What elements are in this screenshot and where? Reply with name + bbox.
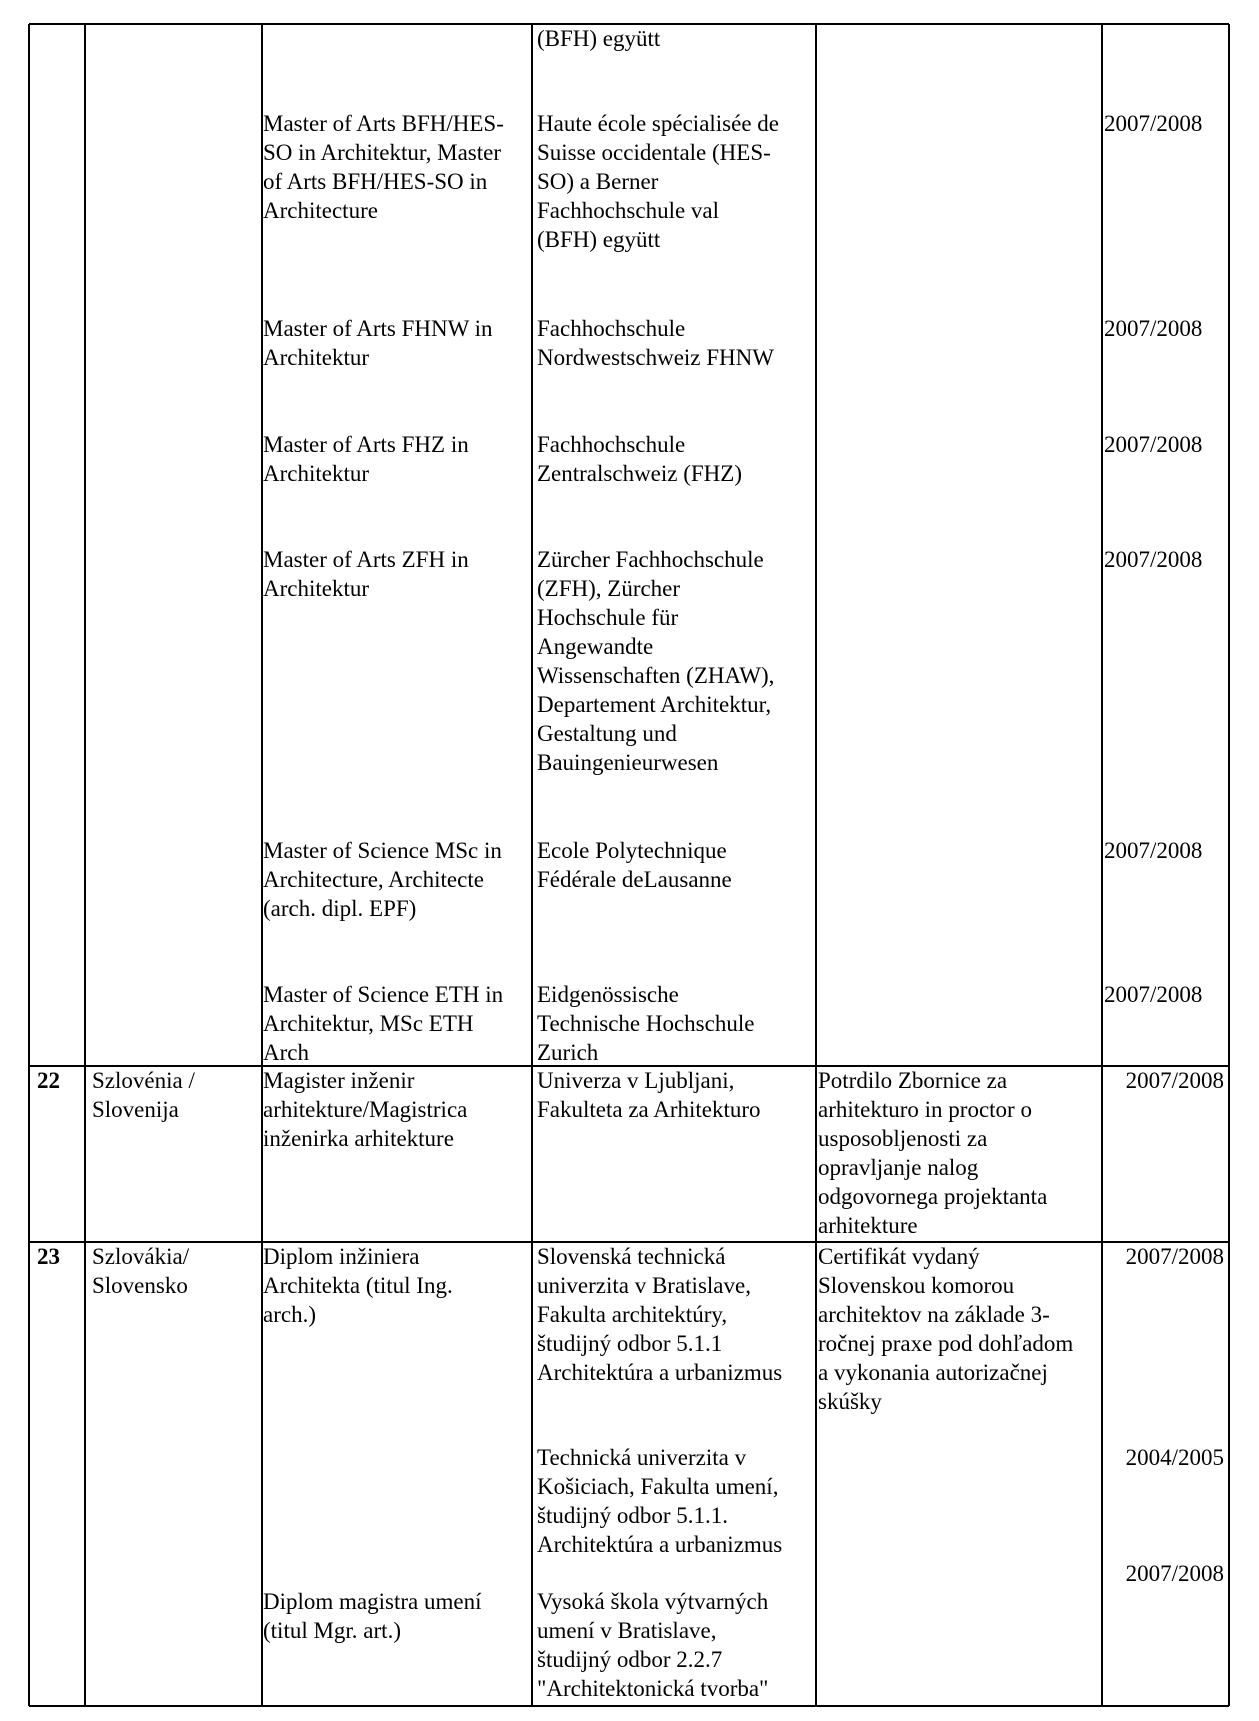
institution-cell: Slovenská technická univerzita v Bratislave, Fakulta architektúry, študijný odbor 5.1.1 Architektúra a urbanizmus: [537, 1244, 783, 1385]
institution-cell: Haute école spécialisée de Suisse occidentale (HES- SO) a Berner Fachhochschule val (BFH) együtt: [537, 111, 780, 252]
institution-cell: (BFH) együtt: [537, 26, 661, 51]
year-cell: 2004/2005: [1125, 1445, 1224, 1470]
institution-cell: Fachhochschule Zentralschweiz (FHZ): [537, 432, 743, 486]
year-cell: 2007/2008: [1104, 547, 1203, 572]
institution-cell: Technická univerzita v Košiciach, Fakulta umení, študijný odbor 5.1.1. Architektúra a urbanizmus: [537, 1445, 783, 1557]
diploma-cell: Master of Arts ZFH in Architektur: [263, 547, 469, 601]
institution-cell: Ecole Polytechnique Fédérale deLausanne: [537, 838, 732, 892]
year-cell: 2007/2008: [1125, 1244, 1224, 1269]
year-cell: 2007/2008: [1104, 316, 1203, 341]
year-cell: 2007/2008: [1104, 432, 1203, 457]
row-number: 22: [37, 1068, 60, 1093]
country-cell: Szlovénia / Slovenija: [92, 1068, 195, 1122]
institution-cell: Vysoká škola výtvarných umení v Bratislave, študijný odbor 2.2.7 "Architektonická tvorba": [537, 1589, 769, 1701]
year-cell: 2007/2008: [1125, 1068, 1224, 1093]
certificate-cell: Potrdilo Zbornice za arhitekturo in proctor o usposobljenosti za opravljanje nalog odgovornega projektanta arhitekture: [818, 1068, 1048, 1238]
diploma-cell: Magister inženir arhitekture/Magistrica inženirka arhitekture: [263, 1068, 468, 1151]
diploma-cell: Diplom magistra umení (titul Mgr. art.): [263, 1589, 482, 1643]
diploma-cell: Master of Arts FHNW in Architektur: [263, 316, 493, 370]
institution-cell: Univerza v Ljubljani, Fakulteta za Arhitekturo: [537, 1068, 761, 1122]
institution-cell: Zürcher Fachhochschule (ZFH), Zürcher Hochschule für Angewandte Wissenschaften (ZHAW), Departement Architektur, Gestaltung und Bauingenieurwesen: [537, 547, 775, 775]
institution-cell: Eidgenössische Technische Hochschule Zurich: [537, 982, 755, 1065]
row-number: 23: [37, 1244, 60, 1269]
certificate-cell: Certifikát vydaný Slovenskou komorou architektov na základe 3- ročnej praxe pod dohľadom a vykonania autorizačnej skúšky: [818, 1244, 1074, 1414]
diploma-cell: Master of Science MSc in Architecture, Architecte (arch. dipl. EPF): [263, 838, 502, 921]
diploma-cell: Diplom inžiniera Architekta (titul Ing. arch.): [263, 1244, 453, 1327]
year-cell: 2007/2008: [1104, 982, 1203, 1007]
year-cell: 2007/2008: [1104, 111, 1203, 136]
institution-cell: Fachhochschule Nordwestschweiz FHNW: [537, 316, 774, 370]
year-cell: 2007/2008: [1104, 838, 1203, 863]
diploma-cell: Master of Science ETH in Architektur, MSc ETH Arch: [263, 982, 504, 1065]
country-cell: Szlovákia/ Slovensko: [92, 1244, 190, 1298]
year-cell: 2007/2008: [1125, 1561, 1224, 1586]
diploma-cell: Master of Arts FHZ in Architektur: [263, 432, 469, 486]
diploma-cell: Master of Arts BFH/HES- SO in Architektur, Master of Arts BFH/HES-SO in Architecture: [263, 111, 504, 223]
